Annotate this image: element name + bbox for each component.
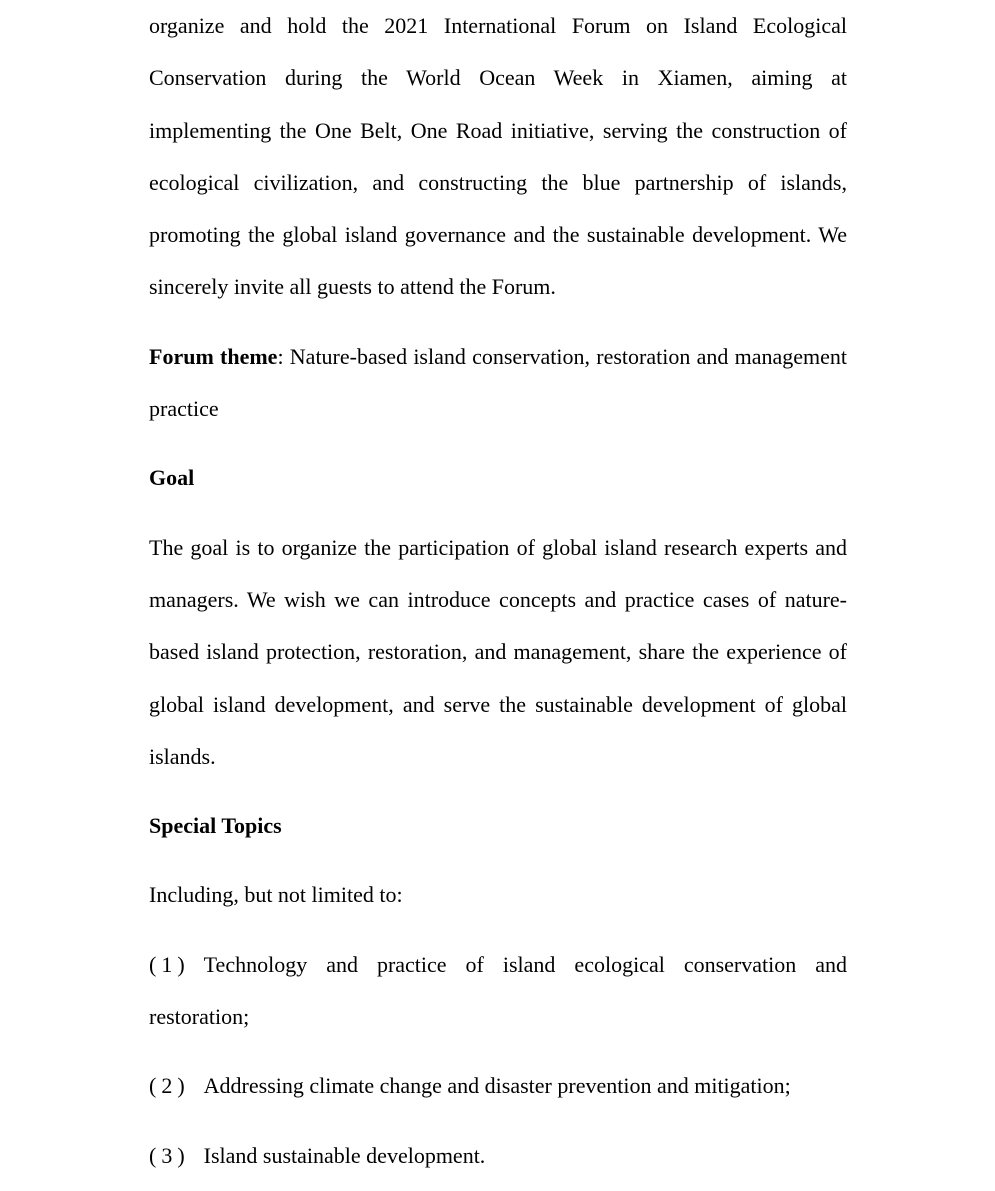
list-item-1: [149, 939, 847, 1044]
paragraph-goal: The goal is to organize the participation of global island research experts and managers. We wish we can introduce concepts and practice cases of nature-based island protection, restoration, and management, share the experience of global island development, and serve the sustainable development of global islands.: [149, 534, 847, 769]
list-item-1-number: (1): [149, 951, 190, 977]
list-item-1-text: Technology and practice of island ecological conservation and restoration;: [149, 951, 847, 1030]
heading-goal: Goal: [149, 465, 195, 491]
list-item-3-number: (3): [149, 1142, 190, 1168]
forum-theme-separator: :: [277, 343, 290, 369]
list-item-3-text: Island sustainable development.: [203, 1142, 486, 1168]
list-item-3: [149, 1130, 847, 1182]
paragraph-including: Including, but not limited to:: [149, 882, 403, 908]
list-item-2-text: Addressing climate change and disaster prevention and mitigation;: [203, 1073, 791, 1099]
forum-theme-label: Forum theme: [149, 343, 278, 369]
list-item-2: [149, 1060, 847, 1112]
paragraph-intro: organize and hold the 2021 International Forum on Island Ecological Conservation during the World Ocean Week in Xiamen, aiming at implementing the One Belt, One Road initiative, serving the construction of ecological civilization, and constructing the blue partnership of islands, promoting the global island governance and the sustainable development. We sincerely invite all guests to attend the Forum.: [149, 13, 847, 300]
heading-special-topics: Special Topics: [149, 813, 282, 839]
list-item-2-number: (2): [149, 1073, 190, 1099]
forum-theme-text: Nature-based island conservation, restoration and management practice: [149, 343, 847, 422]
paragraph-forum-theme: [149, 331, 847, 436]
